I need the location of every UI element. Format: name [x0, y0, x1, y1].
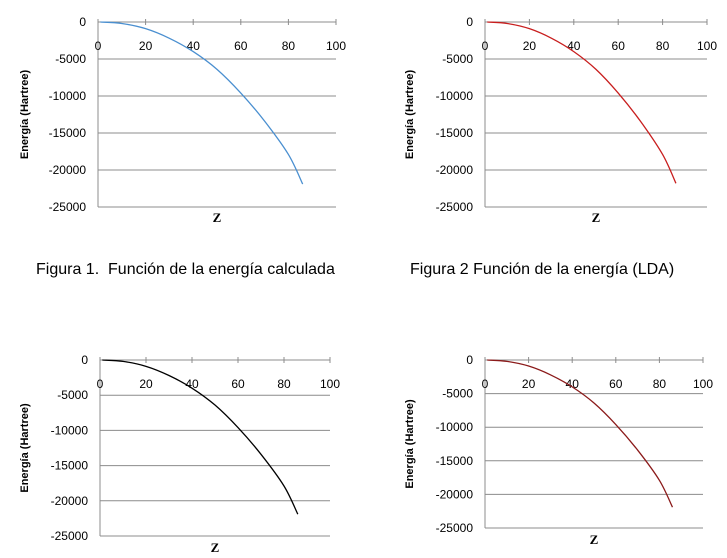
x-tick-label: 20 — [521, 377, 536, 391]
x-tick-label: 80 — [655, 39, 670, 53]
series-line — [487, 22, 676, 183]
y-tick-label: -10000 — [435, 420, 473, 435]
x-axis-title: Z — [591, 210, 601, 225]
y-tick-label: -20000 — [435, 487, 473, 502]
x-tick-label: 40 — [185, 377, 199, 391]
x-tick-label: 0 — [96, 377, 104, 391]
chart-4 — [385, 340, 727, 558]
y-tick-label: -15000 — [435, 126, 473, 140]
y-axis-title: Energía (Hartree) — [19, 69, 31, 160]
y-tick-label: -25000 — [48, 200, 86, 214]
x-tick-label: 60 — [609, 377, 623, 391]
y-axis-title: Energía (Hartree) — [404, 69, 416, 160]
x-tick-label: 20 — [138, 39, 153, 53]
y-axis-title: Energía (Hartree) — [19, 403, 31, 493]
x-tick-label: 60 — [611, 39, 625, 53]
chart-3 — [0, 340, 365, 558]
x-tick-label: 100 — [692, 377, 714, 391]
y-tick-label: -25000 — [435, 200, 473, 214]
y-tick-label: -20000 — [435, 163, 473, 177]
x-tick-label: 100 — [325, 39, 347, 53]
x-tick-label: 40 — [565, 377, 579, 391]
series-line — [102, 360, 297, 514]
x-tick-label: 60 — [231, 377, 245, 391]
series-line — [487, 360, 672, 507]
y-tick-label: 0 — [466, 353, 473, 367]
y-tick-label: -10000 — [435, 89, 473, 103]
x-axis-title: Z — [589, 532, 599, 547]
chart-1 — [0, 0, 365, 235]
y-tick-label: 0 — [79, 15, 86, 29]
figure-2-caption: Figura 2 Función de la energía (LDA) — [410, 261, 675, 278]
y-tick-label: -5000 — [55, 52, 86, 66]
x-tick-label: 100 — [696, 39, 718, 53]
x-tick-label: 0 — [481, 39, 489, 53]
figure-1-caption: Figura 1. Función de la energía calculada — [36, 261, 335, 278]
y-tick-label: 0 — [81, 353, 88, 367]
y-tick-label: -15000 — [48, 126, 86, 140]
x-axis-title: Z — [212, 210, 222, 225]
y-tick-label: -25000 — [50, 529, 88, 543]
y-tick-label: -10000 — [48, 89, 86, 103]
y-tick-label: -20000 — [50, 493, 88, 508]
y-tick-label: -5000 — [442, 52, 473, 66]
x-tick-label: 0 — [94, 39, 102, 53]
x-tick-label: 20 — [522, 39, 537, 53]
x-axis-title: Z — [210, 540, 220, 555]
x-tick-label: 80 — [281, 39, 296, 53]
y-tick-label: -15000 — [435, 453, 473, 468]
y-tick-label: -15000 — [50, 458, 88, 473]
y-axis-title: Energía (Hartree) — [404, 399, 416, 489]
x-tick-label: 100 — [319, 377, 341, 391]
series-line — [100, 22, 302, 184]
x-tick-label: 80 — [652, 377, 667, 391]
x-tick-label: 40 — [186, 39, 200, 53]
chart-2 — [385, 0, 727, 235]
x-tick-label: 60 — [234, 39, 248, 53]
y-tick-label: 0 — [466, 15, 473, 29]
y-tick-label: -10000 — [50, 423, 88, 438]
y-tick-label: -20000 — [48, 163, 86, 177]
x-tick-label: 0 — [481, 377, 489, 391]
y-tick-label: -5000 — [442, 386, 473, 401]
y-tick-label: -25000 — [435, 521, 473, 535]
y-tick-label: -5000 — [57, 388, 88, 403]
x-tick-label: 20 — [139, 377, 153, 391]
x-tick-label: 40 — [567, 39, 581, 53]
x-tick-label: 80 — [277, 377, 291, 391]
